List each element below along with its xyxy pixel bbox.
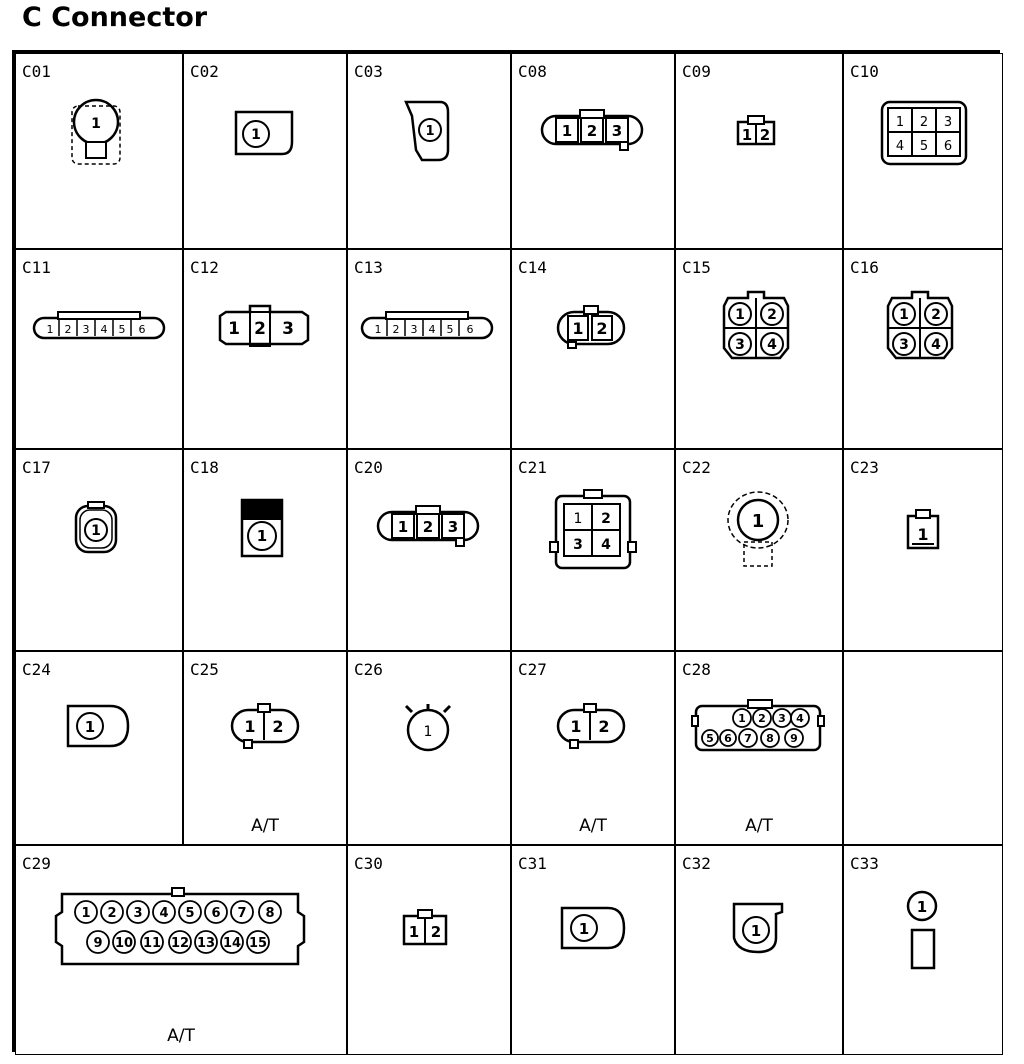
- svg-text:5: 5: [118, 323, 126, 336]
- connector-cell-c32: [675, 845, 843, 1055]
- connector-cell-c24: [15, 651, 183, 845]
- svg-text:2: 2: [64, 323, 72, 336]
- svg-text:3: 3: [735, 337, 745, 353]
- svg-text:1: 1: [916, 898, 928, 916]
- svg-text:2: 2: [759, 126, 771, 144]
- connector-id: C01: [22, 62, 51, 81]
- svg-text:3: 3: [611, 122, 623, 140]
- svg-text:2: 2: [601, 511, 611, 527]
- connector-c01-diagram: [16, 54, 182, 248]
- svg-text:3: 3: [573, 537, 583, 553]
- svg-text:4: 4: [159, 906, 169, 921]
- connector-c21-diagram: [512, 450, 674, 650]
- page-title: C Connector: [22, 2, 208, 33]
- connector-cell-c16: [843, 249, 1003, 449]
- connector-note: A/T: [579, 816, 607, 836]
- connector-c29-diagram: [16, 846, 346, 1054]
- connector-cell-c10: [843, 53, 1003, 249]
- connector-id: C13: [354, 258, 383, 277]
- svg-text:11: 11: [142, 936, 162, 951]
- svg-text:1: 1: [228, 319, 240, 339]
- svg-text:2: 2: [272, 717, 284, 736]
- svg-text:3: 3: [778, 712, 786, 725]
- svg-text:5: 5: [185, 906, 195, 921]
- connector-id: C22: [682, 458, 711, 477]
- svg-text:13: 13: [196, 936, 216, 951]
- svg-text:1: 1: [741, 126, 753, 144]
- svg-text:10: 10: [114, 936, 134, 951]
- svg-text:3: 3: [410, 323, 418, 336]
- connector-id: C17: [22, 458, 51, 477]
- svg-text:3: 3: [82, 323, 90, 336]
- connector-c15-diagram: [676, 250, 842, 448]
- svg-text:4: 4: [428, 323, 436, 336]
- connector-id: C26: [354, 660, 383, 679]
- connector-id: C25: [190, 660, 219, 679]
- svg-text:2: 2: [758, 712, 766, 725]
- connector-id: C28: [682, 660, 711, 679]
- connector-c23-diagram: [844, 450, 1002, 650]
- connector-id: C03: [354, 62, 383, 81]
- connector-id: C29: [22, 854, 51, 873]
- connector-cell-c03: [347, 53, 511, 249]
- svg-text:4: 4: [601, 537, 611, 553]
- connector-cell-c28: [675, 651, 843, 845]
- connector-id: C09: [682, 62, 711, 81]
- svg-text:1: 1: [46, 323, 54, 336]
- connector-cell-c23: [843, 449, 1003, 651]
- svg-text:1: 1: [917, 525, 929, 544]
- connector-note: A/T: [745, 816, 773, 836]
- connector-id: C31: [518, 854, 547, 873]
- connector-id: C33: [850, 854, 879, 873]
- svg-text:5: 5: [919, 139, 929, 154]
- svg-text:7: 7: [744, 732, 752, 745]
- connector-cell-c14: [511, 249, 675, 449]
- svg-text:2: 2: [596, 319, 608, 338]
- svg-text:5: 5: [446, 323, 454, 336]
- connector-c08-diagram: [512, 54, 674, 248]
- connector-grid: [12, 50, 1000, 1052]
- svg-text:3: 3: [943, 115, 953, 130]
- connector-cell-c13: [347, 249, 511, 449]
- svg-text:6: 6: [466, 323, 474, 336]
- svg-text:2: 2: [931, 307, 941, 323]
- svg-text:2: 2: [422, 518, 434, 536]
- svg-text:6: 6: [211, 906, 221, 921]
- connector-cell-c21: [511, 449, 675, 651]
- svg-text:4: 4: [931, 337, 941, 353]
- svg-text:1: 1: [561, 122, 573, 140]
- svg-text:1: 1: [91, 116, 101, 132]
- connector-c33-diagram: [844, 846, 1002, 1054]
- connector-id: C30: [354, 854, 383, 873]
- svg-text:2: 2: [598, 717, 610, 736]
- svg-text:2: 2: [430, 923, 442, 941]
- connector-cell-c02: [183, 53, 347, 249]
- connector-c10-diagram: [844, 54, 1002, 248]
- svg-text:2: 2: [767, 307, 777, 323]
- svg-text:9: 9: [93, 936, 103, 951]
- svg-text:1: 1: [256, 527, 268, 545]
- connector-cell-c12: [183, 249, 347, 449]
- connector-c02-diagram: [184, 54, 346, 248]
- connector-cell-c18: [183, 449, 347, 651]
- connector-id: C16: [850, 258, 879, 277]
- svg-text:1: 1: [81, 906, 91, 921]
- svg-text:12: 12: [170, 936, 190, 951]
- connector-note: A/T: [167, 1026, 195, 1046]
- svg-text:3: 3: [899, 337, 909, 353]
- svg-text:1: 1: [244, 717, 256, 736]
- svg-text:2: 2: [586, 122, 598, 140]
- svg-text:6: 6: [724, 732, 732, 745]
- connector-c11-diagram: [16, 250, 182, 448]
- connector-cell-c22: [675, 449, 843, 651]
- svg-text:3: 3: [133, 906, 143, 921]
- connector-c14-diagram: [512, 250, 674, 448]
- connector-cell-c29: [15, 845, 347, 1055]
- svg-text:2: 2: [254, 319, 266, 339]
- connector-c32-diagram: [676, 846, 842, 1054]
- connector-id: C12: [190, 258, 219, 277]
- svg-text:1: 1: [578, 920, 590, 938]
- connector-id: C18: [190, 458, 219, 477]
- connector-c09-diagram: [676, 54, 842, 248]
- connector-c17-diagram: [16, 450, 182, 650]
- connector-cell-c09: [675, 53, 843, 249]
- connector-cell-c25: [183, 651, 347, 845]
- connector-cell-c01: [15, 53, 183, 249]
- svg-text:5: 5: [706, 732, 714, 745]
- svg-text:1: 1: [374, 323, 382, 336]
- connector-cell-c20: [347, 449, 511, 651]
- connector-cell-c26: [347, 651, 511, 845]
- svg-text:4: 4: [767, 337, 777, 353]
- connector-id: C02: [190, 62, 219, 81]
- svg-text:1: 1: [251, 127, 261, 143]
- connector-cell-c08: [511, 53, 675, 249]
- connector-cell-c15: [675, 249, 843, 449]
- svg-text:8: 8: [265, 906, 275, 921]
- empty-cell: [843, 651, 1003, 845]
- svg-text:3: 3: [447, 518, 459, 536]
- connector-id: C24: [22, 660, 51, 679]
- svg-text:3: 3: [282, 319, 294, 339]
- svg-text:15: 15: [248, 936, 268, 951]
- connector-cell-c33: [843, 845, 1003, 1055]
- connector-c24-diagram: [16, 652, 182, 844]
- connector-c31-diagram: [512, 846, 674, 1054]
- connector-id: C15: [682, 258, 711, 277]
- svg-text:8: 8: [766, 732, 774, 745]
- svg-text:1: 1: [397, 518, 409, 536]
- connector-cell-c31: [511, 845, 675, 1055]
- svg-text:1: 1: [91, 523, 101, 539]
- svg-text:1: 1: [899, 307, 909, 323]
- connector-id: C10: [850, 62, 879, 81]
- svg-text:1: 1: [751, 511, 765, 532]
- svg-text:1: 1: [750, 922, 762, 940]
- connector-c20-diagram: [348, 450, 510, 650]
- connector-c03-diagram: [348, 54, 510, 248]
- connector-id: C11: [22, 258, 51, 277]
- connector-cell-c30: [347, 845, 511, 1055]
- connector-c12-diagram: [184, 250, 346, 448]
- svg-text:4: 4: [895, 139, 905, 154]
- svg-text:1: 1: [735, 307, 745, 323]
- connector-note: A/T: [251, 816, 279, 836]
- connector-c26-diagram: [348, 652, 510, 844]
- connector-c16-diagram: [844, 250, 1002, 448]
- connector-c22-diagram: [676, 450, 842, 650]
- svg-text:1: 1: [738, 712, 746, 725]
- connector-id: C20: [354, 458, 383, 477]
- svg-text:6: 6: [943, 139, 953, 154]
- connector-cell-c27: [511, 651, 675, 845]
- svg-text:9: 9: [790, 732, 798, 745]
- connector-cell-c11: [15, 249, 183, 449]
- connector-id: C27: [518, 660, 547, 679]
- connector-c13-diagram: [348, 250, 510, 448]
- svg-text:4: 4: [100, 323, 108, 336]
- connector-id: C14: [518, 258, 547, 277]
- svg-text:14: 14: [222, 936, 242, 951]
- svg-text:7: 7: [237, 906, 247, 921]
- svg-text:1: 1: [423, 724, 433, 740]
- svg-text:2: 2: [919, 115, 929, 130]
- svg-text:1: 1: [573, 511, 583, 527]
- connector-c30-diagram: [348, 846, 510, 1054]
- svg-text:1: 1: [84, 718, 96, 736]
- connector-cell-c17: [15, 449, 183, 651]
- svg-text:2: 2: [107, 906, 117, 921]
- svg-text:1: 1: [408, 923, 420, 941]
- svg-text:4: 4: [796, 712, 804, 725]
- svg-text:1: 1: [570, 717, 582, 736]
- connector-c18-diagram: [184, 450, 346, 650]
- svg-text:1: 1: [425, 124, 435, 139]
- connector-id: C32: [682, 854, 711, 873]
- connector-id: C23: [850, 458, 879, 477]
- svg-text:6: 6: [138, 323, 146, 336]
- svg-text:2: 2: [392, 323, 400, 336]
- connector-id: C08: [518, 62, 547, 81]
- svg-text:1: 1: [895, 115, 905, 130]
- connector-id: C21: [518, 458, 547, 477]
- svg-text:1: 1: [572, 319, 584, 338]
